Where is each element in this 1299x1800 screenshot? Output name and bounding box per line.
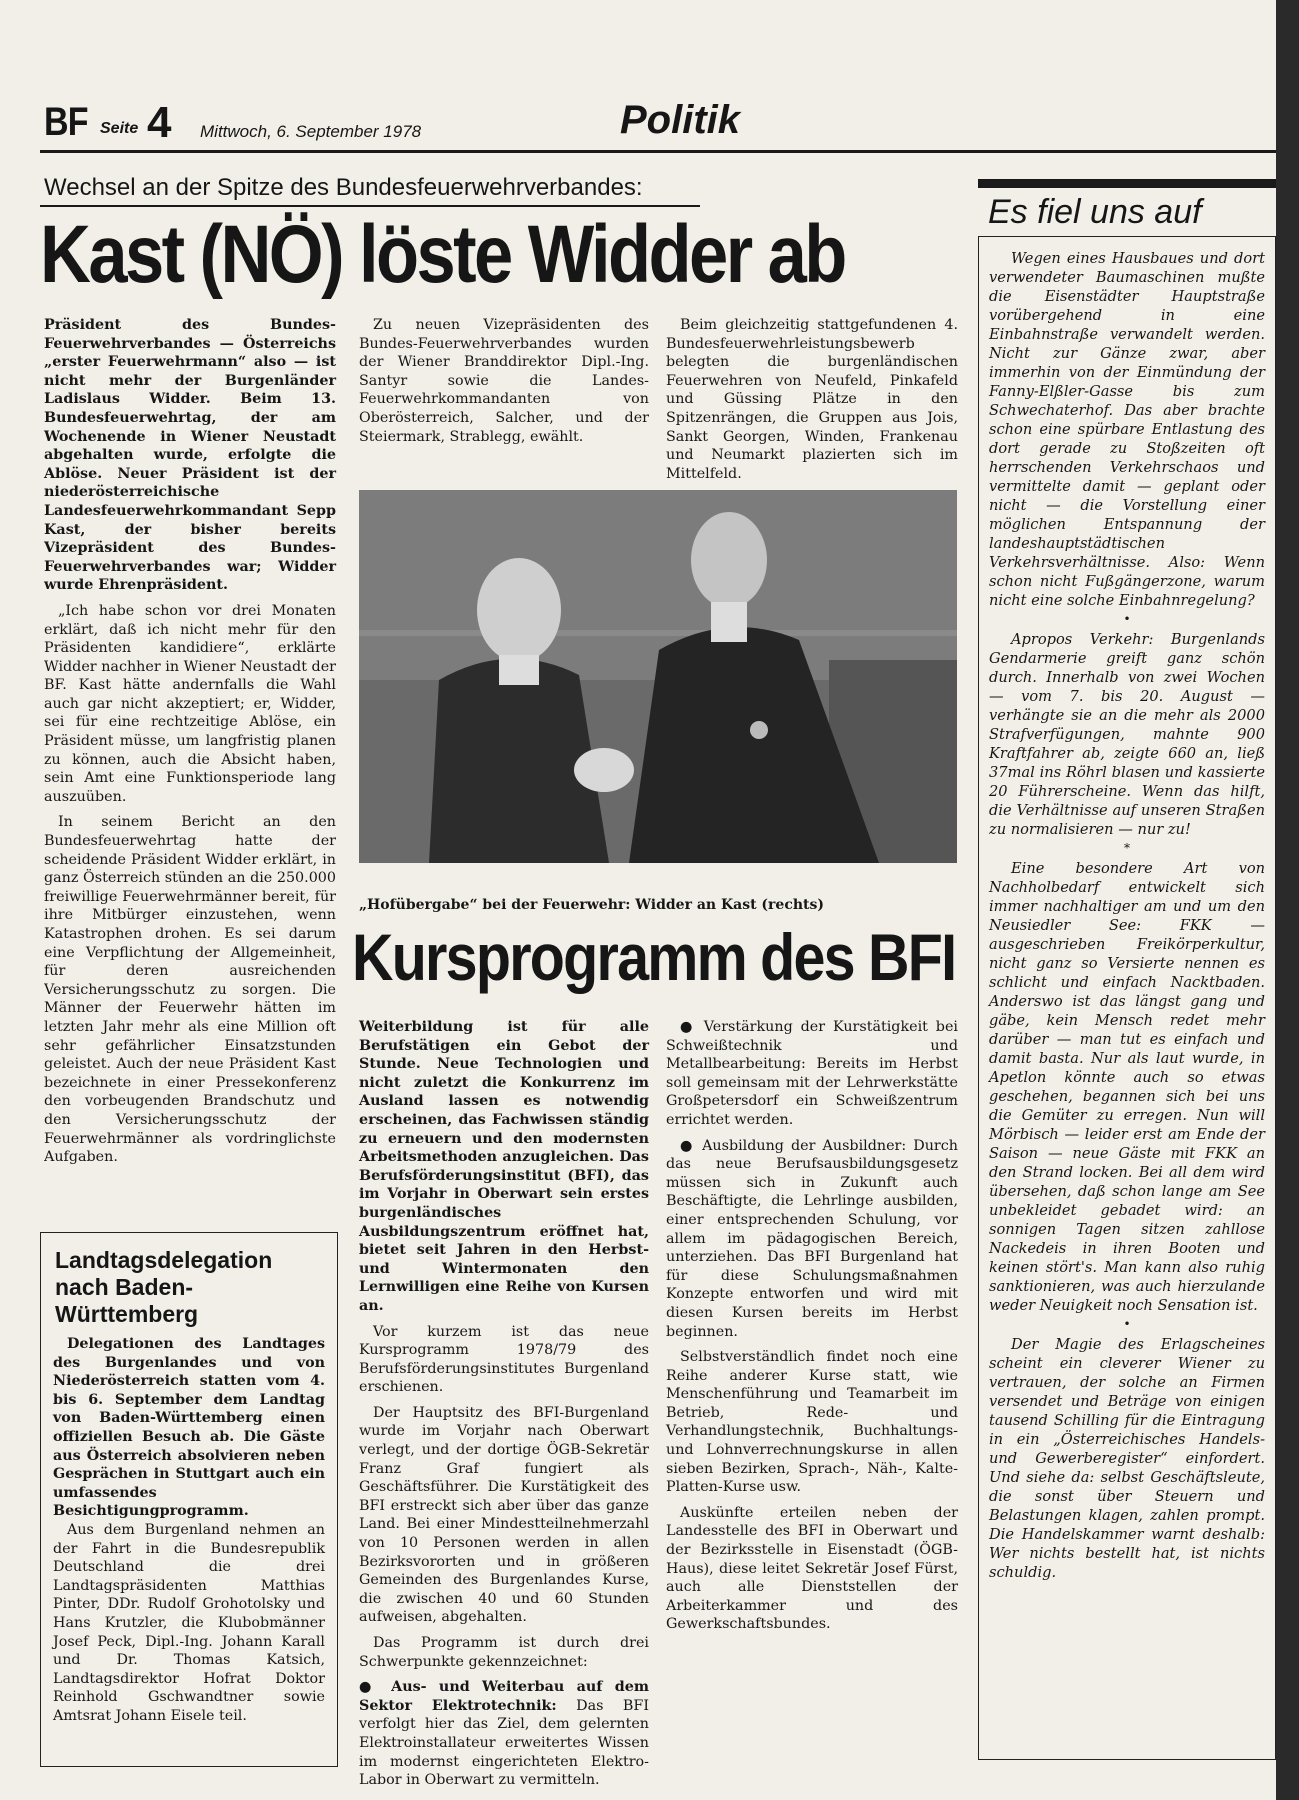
column-paragraph: Wegen eines Hausbaues und dort verwendeter Baumaschinen mußte die Eisenstädter Hauptstraße vorübergehend in eine Einbahnstraße verwandelt werden. Nicht zur Gänze zwar, aber immerhin von der Einmündung der Fanny-Elßler-Gasse bis zum Schwechaterhof. Das aber brachte schon eine spürbare Entlastung des dort gerade zu Stoßzeiten oft herrschenden Verkehrschaos und vermittelte damit — geplant oder nicht — die Vorstellung einer möglichen Entspannung der landeshauptstädtischen Verkehrsverhältnisse. Also: Wenn schon nicht Fußgängerzone, warum nicht eine solche Einbahnregelung? xyxy=(989,250,1265,609)
issue-date: Mittwoch, 6. September 1978 xyxy=(200,122,422,141)
article-headline: Kast (NÖ) löste Widder ab xyxy=(40,209,845,300)
article-column-1 xyxy=(44,316,336,1184)
bfi-headline: Kursprogramm des BFI xyxy=(352,920,956,994)
article-paragraph: „Ich habe schon vor drei Monaten erklärt, daß ich nicht mehr für den Präsidenten kandidiere“, erklärte Widder nachher in Wiener Neustadt der BF. Kast hätte andernfalls die Wahl auch gar nicht akzeptiert; er, Widder, sei für eine rechtzeitige Ablöse, ein Präsident müsse, um langfristig planen zu können, auch die Absicht haben, sein Amt eine Funktionsperiode lang auszuüben. xyxy=(44,602,336,805)
header-rule xyxy=(40,150,1276,153)
separator: * xyxy=(1124,841,1130,855)
landtag-box xyxy=(40,1232,338,1767)
column-paragraph: Apropos Verkehr: Burgenlands Gendarmerie greift ganz schön durch. Innerhalb von zwei Wochen — vom 7. bis 20. August — verhängte sie an die mehr als 2000 Strafverfügungen, mahnte 900 Kraftfahrer ab, zeigte 660 an, ließ 37mal ins Röhrl blasen und kassierte 20 Führerscheine. Wenn das hilft, die Verhältnisse auf unseren Straßen zu normalisieren — nur zu! xyxy=(989,631,1265,838)
page-label: Seite xyxy=(100,120,139,137)
bfi-bullet: ● Ausbildung der Ausbildner: Durch das neue Berufsausbildungsgesetz müssen sich in Zukunft auch Beschäftigte, die Lehrlinge ausbilden, einer entsprechenden Schulung, vor allem im pädagogischen Bereich, unterziehen. Das BFI Burgenland hat für diese Schulungsmaßnahmen Konzepte entworfen und wird mit diesen Kursen bereits im Herbst beginnen. xyxy=(666,1137,958,1340)
photo-caption: „Hofübergabe“ bei der Feuerwehr: Widder an Kast (rechts) xyxy=(359,897,825,913)
column-box xyxy=(978,236,1276,1760)
bfi-bullet xyxy=(359,1678,649,1790)
box-title: Landtagsdelegation nach Baden-Württemberg xyxy=(55,1247,273,1327)
bfi-paragraph: Auskünfte erteilen neben der Landesstelle des BFI in Oberwart und der Bezirksstelle in Eisenstadt (ÖGB-Haus), diese leitet Sekretär Josef Fürst, auch alle Dienststellen der Arbeiterkammer und des Gewerkschaftsbundes. xyxy=(666,1504,958,1633)
bfi-paragraph: Der Hauptsitz des BFI-Burgenland wurde im Vorjahr nach Oberwart verlegt, und der dortige ÖGB-Sekretär Franz Graf fungiert als Geschäftsführer. Die Kurstätigkeit des BFI erstreckt sich aber über das ganze Land. Bei einer Mindestteilnehmerzahl von 10 Personen werden in allen Bezirksvororten und in größeren Gemeinden des Burgenlandes Kurse, die zwischen 40 und 60 Stunden aufweisen, abgehalten. xyxy=(359,1404,649,1626)
article-column-3 xyxy=(666,316,958,490)
bfi-column-2 xyxy=(666,1018,958,1641)
separator: • xyxy=(1123,1317,1131,1331)
masthead-logo: BF xyxy=(44,100,88,144)
bfi-bullet-text: Das BFI verfolgt hier das Ziel, dem gelernten Elektroinstallateur erweitertes Wissen im modernst eingerichteten Elektro-Labor in Oberwart zu vermitteln. xyxy=(359,1697,649,1789)
handshake-photo xyxy=(359,490,957,863)
column-title: Es fiel uns auf xyxy=(988,193,1202,231)
article-paragraph: In seinem Bericht an den Bundesfeuerwehrtag hatte der scheidende Präsident Widder erklärt, in ganz Österreich stünden an die 250.000 freiwillige Feuerwehrmänner bereit, für ihre Mitbürger einzustehen, wenn Katastrophen drohen. Es sei darum eine Verpflichtung der Allgemeinheit, für deren ausreichenden Versicherungsschutz zu sorgen. Die Männer der Feuerwehr hätten im letzten Jahr mehr als eine Million oft sehr gefährlicher Einsatzstunden geleistet. Auch der neue Präsident Kast bezeichnete in einer Pressekonferenz den vorbeugenden Brandschutz und den Versicherungsschutz der Feuerwehrmänner als vordringlichste Aufgaben. xyxy=(44,814,336,1166)
bfi-bullet: ● Verstärkung der Kurstätigkeit bei Schweißtechnik und Metallbearbeitung: Bereits im Herbst soll gemeinsam mit der Lehrwerkstätte Großpetersdorf ein Schweißzentrum errichtet werden. xyxy=(666,1019,958,1128)
box-paragraph: Aus dem Burgenland nehmen an der Fahrt in die Bundesrepublik Deutschland die drei Landtagspräsidenten Matthias Pinter, DDr. Rudolf Grohotolsky und Hans Krutzler, die Klubobmänner Josef Peck, Dipl.-Ing. Johann Karall und Dr. Thomas Katsich, Landtagsdirektor Hofrat Doktor Reinhold Gschwandtner sowie Amtsrat Johann Eisele teil. xyxy=(53,1521,325,1724)
scan-edge xyxy=(1276,0,1299,1800)
box-lead: Delegationen des Landtages des Burgenlandes und von Niederösterreich statten vom 4. bis 6. September dem Landtag von Baden-Württemberg einen offiziellen Besuch ab. Die Gäste aus Österreich absolvieren neben Gesprächen in Stuttgart auch ein umfassendes Besichtigungprogramm. xyxy=(53,1336,325,1520)
column-top-bar xyxy=(978,179,1276,188)
box-body xyxy=(53,1335,325,1725)
article-paragraph: Beim gleichzeitig stattgefundenen 4. Bundesfeuerwehrleistungsbewerb belegten die burgenländischen Feuerwehren von Neufeld, Pinkafeld und Güssing Plätze in den Spitzenrängen, die Gruppen aus Jois, Sankt Georgen, Winden, Frankenau und Neumarkt plazierten sich im Mittelfeld. xyxy=(666,317,958,482)
photo-illustration xyxy=(359,490,957,863)
page-number: 4 xyxy=(147,98,172,147)
kicker-rule xyxy=(40,205,700,207)
bfi-bullet-heading: ● Aus- und Weiterbau auf dem Sektor Elektrotechnik: xyxy=(359,1679,649,1714)
article-lead: Präsident des Bundes-Feuerwehrverbandes — Österreichs „erster Feuerwehrmann“ also — ist nicht mehr der Burgenländer Ladislaus Widder. Beim 13. Bundesfeuerwehrtag, der am Wochenende in Wiener Neustadt abgehalten wurde, erfolgte die Ablöse. Neuer Präsident ist der niederösterreichische Landesfeuerwehrkommandant Sepp Kast, der bisher bereits Vizepräsident des Bundes-Feuerwehrverbandes war; Widder wurde Ehrenpräsident. xyxy=(44,317,336,594)
column-paragraph: Der Magie des Erlagscheines scheint ein cleverer Wiener zu vertrauen, der solche an Firmen versendet und Beträge von einigen tausend Schilling für die Eintragung in ein „Österreichisches Handels- und Gewerberegister“ einfordert. Und siehe da: selbst Geschäftsleute, die sonst über Steuern und Belastungen klagen, zahlen prompt. Die Handelskammer warnt deshalb: Wer nichts bestellt hat, ist nichts schuldig. xyxy=(989,1336,1265,1581)
bfi-lead: Weiterbildung ist für alle Berufstätigen ein Gebot der Stunde. Neue Technologien und nicht zuletzt die Konkurrenz im Ausland lassen es notwendig erscheinen, das Fachwissen ständig zu erneuern und den modernsten Arbeitsmethoden anzugleichen. Das Berufsförderungsinstitut (BFI), das im Vorjahr in Oberwart sein erstes burgenländisches Ausbildungszentrum eröffnet hat, bietet seit Jahren in den Herbst- und Wintermonaten den Lernwilligen eine Reihe von Kursen an. xyxy=(359,1019,649,1314)
section-title: Politik xyxy=(620,98,741,142)
bfi-paragraph: Selbstverständlich findet noch eine Reihe anderer Kurse statt, wie Menschenführung und Teamarbeit im Betrieb, Rede- und Verhandlungstechnik, Buchhaltungs- und Lohnverrechnungskurse in allen sieben Bezirken, Sprach-, Näh-, Kalte-Platten-Kurse usw. xyxy=(666,1349,958,1496)
bfi-column-1 xyxy=(359,1018,649,1797)
bfi-paragraph: Vor kurzem ist das neue Kursprogramm 1978/79 des Berufsförderungsinstitutes Burgenland erschienen. xyxy=(359,1323,649,1396)
article-kicker: Wechsel an der Spitze des Bundesfeuerwehrverbandes: xyxy=(44,174,643,201)
article-paragraph: Zu neuen Vizepräsidenten des Bundes-Feuerwehrverbandes wurden der Wiener Branddirektor Dipl.-Ing. Santyr sowie die Landes-Feuerwehrkommandanten von Oberösterreich, Salcher, und der Steiermark, Strablegg, ewählt. xyxy=(359,317,649,445)
bfi-paragraph: Das Programm ist durch drei Schwerpunkte gekennzeichnet: xyxy=(359,1635,649,1670)
separator: • xyxy=(1123,612,1131,626)
column-paragraph: Eine besondere Art von Nachholbedarf entwickelt sich immer nachhaltiger am und um den Neusiedler See: FKK — ausgeschrieben Freikörperkultur, nicht ganz so Versierte nennen es schlicht und einfach Nacktbaden. Anderswo ist das längst gang und gäbe, kein Mensch redet mehr darüber — man tut es einfach und damit basta. Nur als laut wurde, in Apetlon könnte auch so etwas geschehen, begannen sich bei uns die Gemüter zu erregen. Nun will Mörbisch — leider erst am Ende der Saison — neue Gäste mit FKK an den Strand locken. Bei all dem wird übersehen, daß schon lange am See unbekleidet gebadet wird: an sonnigen Tagen sitzen zahllose Nackedeis in ihren Booten und keinen stört's. Man kann also ruhig sanktionieren, was auch hierzulande weder Neuigkeit noch Sensation ist. xyxy=(989,860,1265,1314)
article-column-2 xyxy=(359,316,649,453)
column-body xyxy=(989,249,1265,1582)
